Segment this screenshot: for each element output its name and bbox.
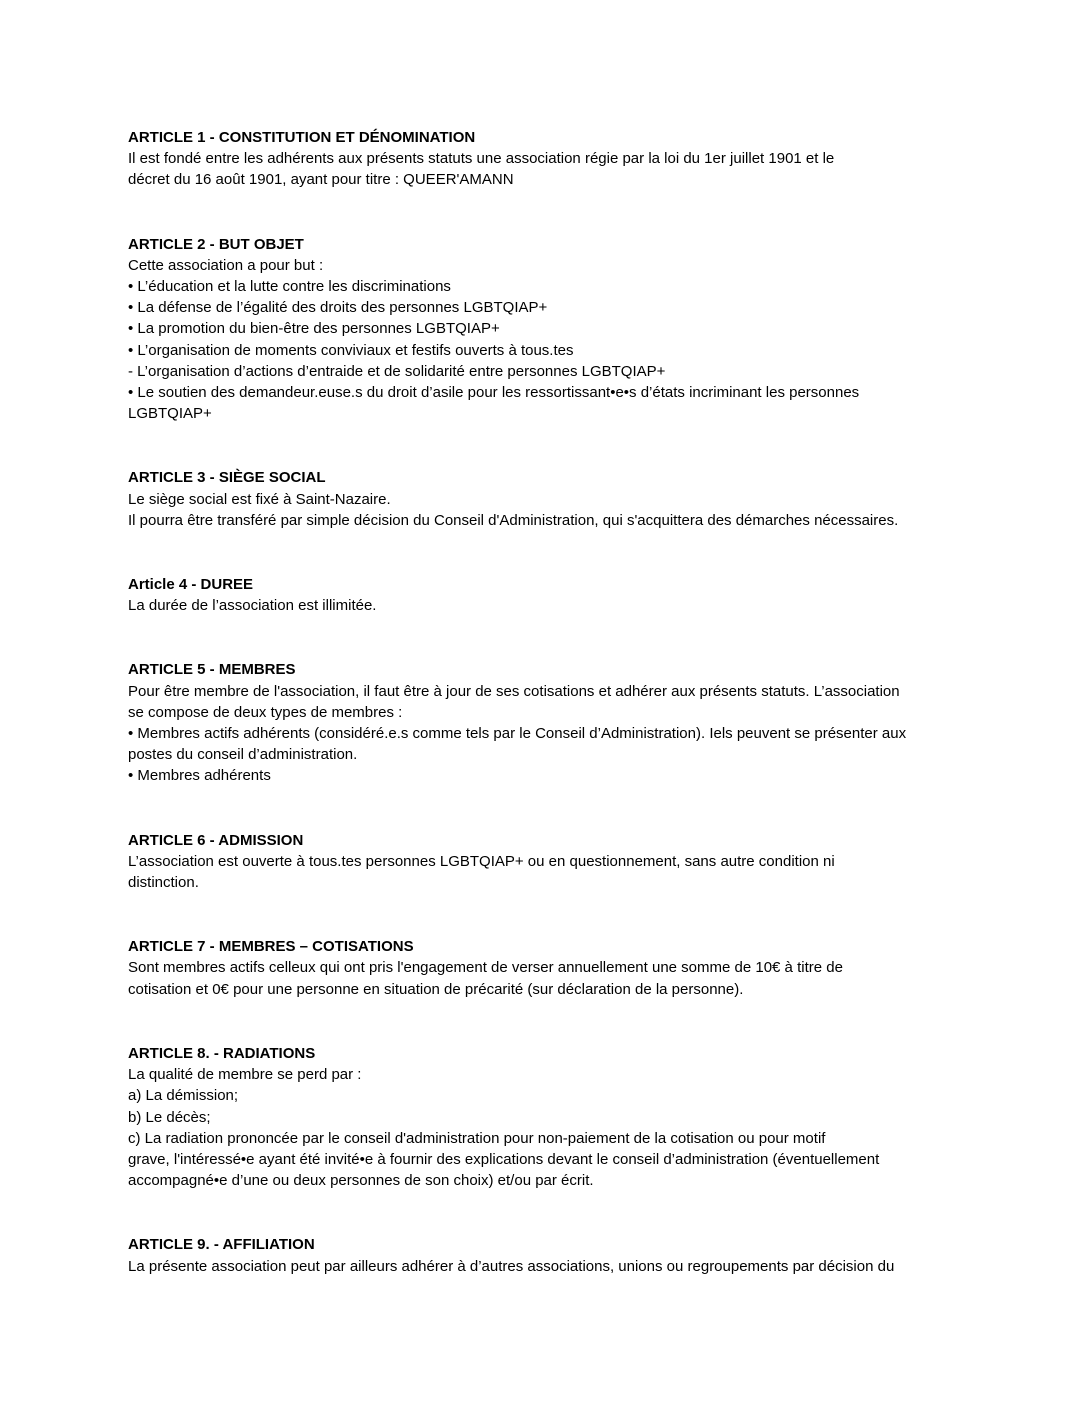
article-text-line: La présente association peut par ailleurs adhérer à d’autres associations, unions ou regroupements par décision du [128,1257,895,1275]
article-heading: ARTICLE 9. - AFFILIATION [128,1236,315,1254]
article-6 [128,830,968,894]
list-item: • La défense de l’égalité des droits des personnes LGBTQIAP+ [128,299,548,317]
article-heading: ARTICLE 2 - BUT OBJET [128,235,304,253]
article-text-line: décret du 16 août 1901, ayant pour titre : QUEER'AMANN [128,171,514,189]
article-5 [128,659,968,786]
article-text-line: distinction. [128,874,199,892]
article-text-line: cotisation et 0€ pour une personne en situation de précarité (sur déclaration de la personne). [128,980,744,998]
article-text-line: La qualité de membre se perd par : [128,1066,362,1084]
list-item: • L’éducation et la lutte contre les discriminations [128,278,451,296]
article-text-line: postes du conseil d’administration. [128,746,358,764]
article-text-line: grave, l'intéressé•e ayant été invité•e à fournir des explications devant le conseil d’administration (éventuellement [128,1150,880,1168]
article-heading: ARTICLE 1 - CONSTITUTION ET DÉNOMINATION [128,129,476,146]
article-7 [128,936,968,1000]
article-4 [128,574,968,616]
list-item: • L’organisation de moments conviviaux et festifs ouverts à tous.tes [128,341,574,359]
article-text-line: LGBTQIAP+ [128,405,212,423]
list-item: • Membres adhérents [128,767,271,785]
article-text-line: L’association est ouverte à tous.tes personnes LGBTQIAP+ ou en questionnement, sans autre condition ni [128,852,835,870]
list-item: • Membres actifs adhérents (considéré.e.s comme tels par le Conseil d’Administration). Iels peuvent se présenter aux [128,725,907,743]
list-item: c) La radiation prononcée par le conseil d'administration pour non-paiement de la cotisation ou pour motif [128,1129,826,1147]
article-1 [128,127,968,191]
article-text-line: Sont membres actifs celleux qui ont pris l'engagement de verser annuellement une somme de 10€ à titre de [128,959,843,977]
article-text-line: accompagné•e d’une ou deux personnes de son choix) et/ou par écrit. [128,1172,594,1190]
article-heading: ARTICLE 5 - MEMBRES [128,661,296,679]
list-item: b) Le décès; [128,1108,211,1126]
article-text-line: Le siège social est fixé à Saint-Nazaire. [128,490,391,508]
article-text-line: Il pourra être transféré par simple décision du Conseil d'Administration, qui s'acquittera des démarches nécessaires. [128,511,899,529]
article-text-line: La durée de l’association est illimitée. [128,597,377,615]
document-page [128,127,968,1277]
article-2 [128,234,968,425]
article-heading: ARTICLE 6 - ADMISSION [128,831,304,849]
article-9 [128,1234,968,1276]
article-3 [128,467,968,531]
list-item: - L’organisation d’actions d’entraide et de solidarité entre personnes LGBTQIAP+ [128,362,666,380]
article-text-line: Cette association a pour but : [128,256,324,274]
article-8 [128,1043,968,1191]
article-heading: ARTICLE 8. - RADIATIONS [128,1044,316,1062]
article-heading: ARTICLE 7 - MEMBRES – COTISATIONS [128,938,414,956]
article-text-line: Pour être membre de l'association, il faut être à jour de ses cotisations et adhérer aux présents statuts. L’association [128,682,900,700]
article-heading: Article 4 - DUREE [128,576,254,594]
article-text-line: Il est fondé entre les adhérents aux présents statuts une association régie par la loi du 1er juillet 1901 et le [128,150,835,168]
list-item: • La promotion du bien-être des personnes LGBTQIAP+ [128,320,500,338]
list-item: a) La démission; [128,1087,239,1105]
article-text-line: se compose de deux types de membres : [128,703,403,721]
list-item: • Le soutien des demandeur.euse.s du droit d’asile pour les ressortissant•e•s d’états incriminant les personnes [128,384,860,402]
article-heading: ARTICLE 3 - SIÈGE SOCIAL [128,469,326,487]
